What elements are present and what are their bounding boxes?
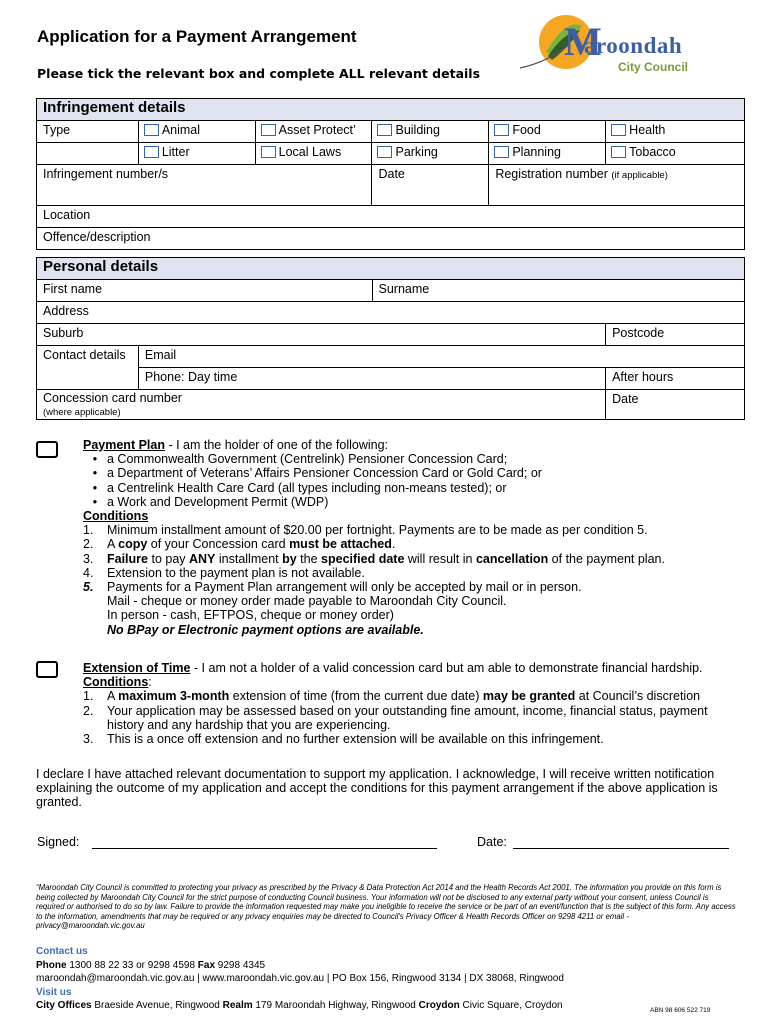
personal-heading: Personal details — [37, 258, 745, 280]
postcode-field[interactable]: Postcode — [606, 324, 745, 346]
type-option[interactable]: Asset Protect’ — [255, 121, 372, 143]
personal-table — [36, 257, 745, 420]
checkbox[interactable] — [494, 124, 509, 136]
concession-date-field[interactable]: Date — [606, 390, 745, 420]
type-option[interactable]: Parking — [372, 143, 489, 165]
type-option[interactable]: Tobacco — [606, 143, 745, 165]
email-field[interactable]: Email — [138, 346, 744, 368]
checkbox[interactable] — [611, 124, 626, 136]
checkbox[interactable] — [611, 146, 626, 158]
payment-plan-checkbox[interactable] — [36, 441, 58, 458]
location-field[interactable]: Location — [37, 206, 745, 228]
payment-plan-section: Payment Plan - I am the holder of one of the following: • a Commonwealth Government (Centrelink) Pensioner Concession Card; • a Department of Veterans’ Affairs Pensioner Concession Card or Gold Card; or • a Centrelink Health Care Card (all types including non-means tested); or • a Work and Development Permit (WDP) Conditions 1. Minimum installment amount of $20.00 per fortnight. Payments are to be made as per condition 5. 2. A copy of your Concession card must be attached. 3. Failure to pay ANY installment by the specified date will result in cancellation of the payment plan. 4. Extension to the payment plan is not available. 5. Payments for a Payment Plan arrangement will only be accepted by mail or in person. Mail - cheque or money order made payable to Maroondah City Council. In person - cash, EFTPOS, cheque or money order) No BPay or Electronic payment options are available. — [83, 438, 665, 637]
phone-day-field[interactable]: Phone: Day time — [138, 368, 605, 390]
checkbox[interactable] — [377, 146, 392, 158]
contact-details-label: Contact details — [37, 346, 139, 390]
checkbox[interactable] — [261, 124, 276, 136]
logo-subtitle: City Council — [618, 60, 689, 74]
registration-field[interactable]: Registration number (if applicable) — [489, 165, 745, 206]
checkbox[interactable] — [494, 146, 509, 158]
address-field[interactable]: Address — [37, 302, 745, 324]
first-name-field[interactable]: First name — [37, 280, 373, 302]
form-title: Application for a Payment Arrangement — [37, 27, 357, 46]
infringement-number-field[interactable]: Infringement number/s — [37, 165, 372, 206]
checkbox[interactable] — [144, 124, 159, 136]
svg-text:M: M — [564, 19, 602, 64]
concession-field[interactable]: Concession card number (where applicable) — [37, 390, 606, 420]
signed-label: Signed: — [37, 835, 80, 849]
type-option[interactable]: Planning — [489, 143, 606, 165]
contact-block: Contact us Phone 1300 88 22 33 or 9298 4598 Fax 9298 4345 maroondah@maroondah.vic.gov.au | www.maroondah.vic.gov.au | PO Box 156, Ringwood 3134 | DX 38068, Ringwood Visit us City Offices Braeside Avenue, Ringwood Realm 179 Maroondah Highway, Ringwood Croydon Civic Square, Croydon — [36, 946, 564, 1011]
type-option[interactable]: Building — [372, 121, 489, 143]
type-label: Type — [37, 121, 139, 143]
type-option[interactable]: Food — [489, 121, 606, 143]
type-option[interactable]: Local Laws — [255, 143, 372, 165]
date-label: Date: — [477, 835, 507, 849]
visit-heading: Visit us — [36, 986, 72, 998]
infringement-table — [36, 98, 745, 250]
after-hours-field[interactable]: After hours — [606, 368, 745, 390]
form-subtitle: Please tick the relevant box and complete ALL relevant details — [37, 66, 481, 81]
contact-heading: Contact us — [36, 946, 88, 957]
privacy-statement: “Maroondah City Council is committed to protecting your privacy as prescribed by the Privacy & Data Protection Act 2014 and the Health Records Act 2001. The information you provide on this form is being collected by Maroondah City Council for the strict purpose of conducting Council business. Your information will not be disclosed to any external party without your consent, unless Council is required or authorised to do so by law. Failure to provide the information requested may make you ineligible to receive the service or be part of an event/function that is the subject of this form. Any access to the information, amendments that may be required or any privacy enquiries may be directed to Council's Privacy Officer & Health Records Officer on 9298 4211 or email - privacy@maroondah.vic.gov.au — [36, 883, 736, 931]
declaration-text: I declare I have attached relevant documentation to support my application. I acknowledge, I will receive written notification explaining the outcome of my application and accept the conditions for this payment arrangement if the above application is granted. — [36, 767, 718, 810]
extension-checkbox[interactable] — [36, 661, 58, 678]
extension-section: Extension of Time - I am not a holder of a valid concession card but am able to demonstrate financial hardship. Conditions: 1. A maximum 3-month extension of time (from the current due date) may be granted at Council’s discretion 2. Your application may be assessed based on your outstanding fine amount, income, financial status, payment history and any hardship that you are experiencing. 3. This is a once off extension and no further extension will be available on this infringement. — [83, 661, 708, 747]
checkbox[interactable] — [377, 124, 392, 136]
logo-wordmark: aroondah — [584, 33, 683, 58]
infringement-heading: Infringement details — [37, 99, 745, 121]
type-option[interactable]: Animal — [138, 121, 255, 143]
date-line[interactable] — [513, 847, 729, 849]
checkbox[interactable] — [144, 146, 159, 158]
type-option[interactable]: Health — [606, 121, 745, 143]
contact-line: maroondah@maroondah.vic.gov.au | www.maroondah.vic.gov.au | PO Box 156, Ringwood 3134 | DX 38068, Ringwood — [36, 973, 564, 984]
type-option[interactable]: Litter — [138, 143, 255, 165]
signature-line[interactable] — [92, 847, 437, 849]
date-field[interactable]: Date — [372, 165, 489, 206]
checkbox[interactable] — [261, 146, 276, 158]
abn-number: ABN 98 606 522 719 — [650, 1007, 711, 1014]
offence-field[interactable]: Offence/description — [37, 228, 745, 250]
suburb-field[interactable]: Suburb — [37, 324, 606, 346]
surname-field[interactable]: Surname — [372, 280, 745, 302]
